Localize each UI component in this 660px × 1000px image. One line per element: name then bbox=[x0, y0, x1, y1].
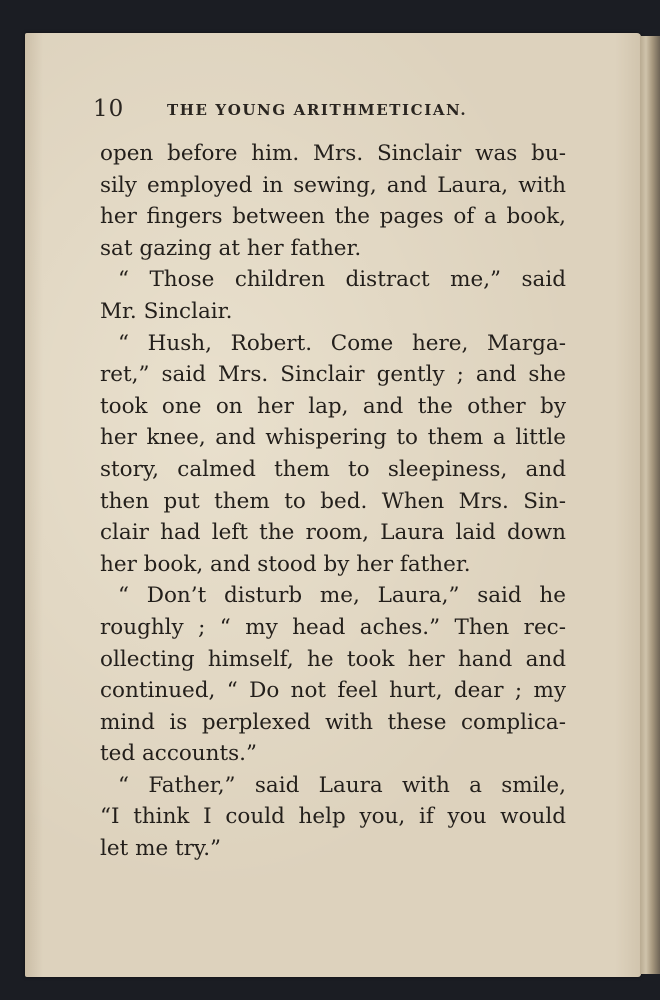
text-line: her book, and stood by her father. bbox=[100, 551, 471, 577]
text-line: “ Hush, Robert. Come here, Marga- bbox=[118, 330, 566, 356]
text-line: sily employed in sewing, and Laura, with bbox=[100, 172, 566, 198]
body-text bbox=[100, 138, 566, 865]
running-title: THE YOUNG ARITHMETICIAN. bbox=[167, 101, 468, 119]
text-line: let me try.” bbox=[100, 836, 222, 862]
page-number: 10 bbox=[93, 96, 125, 122]
text-line: “I think I could help you, if you would bbox=[100, 804, 566, 830]
text-line: her fingers between the pages of a book, bbox=[100, 204, 566, 230]
text-line: Mr. Sinclair. bbox=[100, 298, 233, 324]
text-line: roughly ; “ my head aches.” Then rec- bbox=[100, 614, 566, 640]
text-line: “ Don’t disturb me, Laura,” said he bbox=[118, 583, 566, 609]
text-line: ollecting himself, he took her hand and bbox=[100, 646, 566, 672]
page-block-edge bbox=[640, 36, 660, 974]
text-line: ted accounts.” bbox=[100, 741, 257, 767]
text-line: mind is perplexed with these complica- bbox=[100, 709, 566, 735]
text-line: then put them to bed. When Mrs. Sin- bbox=[100, 488, 566, 514]
text-line: story, calmed them to sleepiness, and bbox=[100, 456, 566, 482]
text-line: sat gazing at her father. bbox=[100, 235, 362, 261]
text-line: continued, “ Do not feel hurt, dear ; my bbox=[100, 678, 566, 704]
text-line: took one on her lap, and the other by bbox=[100, 393, 566, 419]
text-line: open before him. Mrs. Sinclair was bu- bbox=[100, 141, 566, 166]
text-line: ret,” said Mrs. Sinclair gently ; and she bbox=[100, 362, 566, 388]
text-line: “ Father,” said Laura with a smile, bbox=[118, 772, 566, 798]
text-line: clair had left the room, Laura laid down bbox=[100, 520, 566, 546]
text-line: her knee, and whispering to them a little bbox=[100, 425, 566, 451]
text-line: “ Those children distract me,” said bbox=[118, 267, 566, 293]
page-header bbox=[93, 96, 563, 126]
